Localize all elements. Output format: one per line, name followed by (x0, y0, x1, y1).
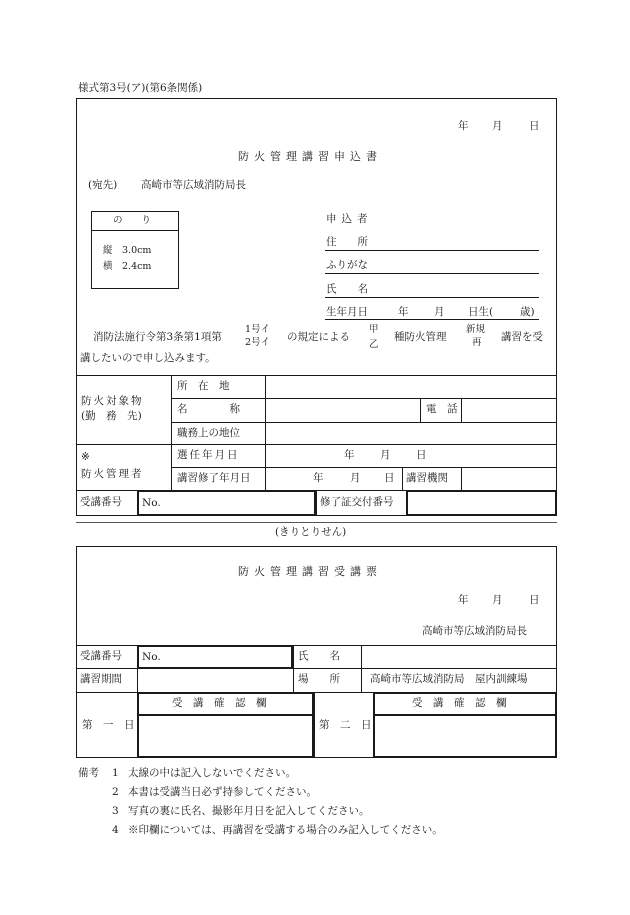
birth-day: 日生( (468, 306, 494, 318)
exam-no-label: 受講番号 (80, 496, 122, 508)
furigana-line[interactable] (325, 273, 539, 274)
note-2: 本書は受講当日必ず持参してください。 (128, 786, 317, 798)
period-label: 講習期間 (80, 673, 122, 685)
name-line[interactable] (325, 297, 539, 298)
furigana-label: ふりがな (326, 259, 368, 271)
note-1: 太線の中は記入しないでください。 (128, 767, 296, 779)
item-a: 1号イ (245, 324, 271, 335)
birth-month: 月 (434, 306, 445, 318)
cert-number-field[interactable] (406, 490, 557, 516)
form-id: 様式第3号(ア)(第6条関係) (78, 82, 203, 94)
kind-a: 甲 (369, 324, 379, 335)
cut-line-label: (きりとりせん) (275, 526, 347, 538)
birth-line[interactable] (325, 319, 539, 320)
addressee-label: (宛先) (88, 179, 118, 191)
appointed-day: 日 (416, 449, 427, 461)
appointed-label: 選任年月日 (177, 449, 240, 461)
exam-number-field[interactable] (137, 490, 316, 516)
statement-part2: の規定による (287, 331, 350, 343)
new: 新規 (466, 324, 486, 335)
place-label: 場 所 (298, 673, 340, 685)
ticket-no-prefix: No. (142, 651, 161, 663)
mark: ※ (81, 451, 90, 463)
cut-line (76, 522, 557, 523)
ticket-month: 月 (492, 594, 503, 606)
photo-height: 縦 3.0cm (103, 245, 152, 256)
cert-no-label: 修了証交付番号 (320, 496, 394, 508)
work-label: (勤 務 先) (81, 410, 142, 422)
statement-part1: 消防法施行令第3条第1項第 (93, 331, 222, 343)
note-4-num: 4 (112, 824, 119, 836)
note-2-num: 2 (112, 786, 119, 798)
confirm1-label: 受 講 確 認 欄 (172, 697, 267, 709)
completed-day: 日 (384, 472, 395, 484)
age: 歳) (520, 306, 535, 318)
ticket-name-label: 氏 名 (298, 650, 340, 662)
application-title: 防火管理講習申込書 (238, 150, 382, 163)
target-label: 防火対象物 (81, 395, 144, 407)
date-year: 年 (458, 120, 469, 132)
ticket-day: 日 (529, 594, 540, 606)
statement-part3: 種防火管理 (394, 331, 447, 343)
completed-month: 月 (350, 472, 361, 484)
note-3-num: 3 (112, 805, 119, 817)
ticket-year: 年 (458, 594, 469, 606)
name-label: 氏 名 (326, 283, 368, 295)
ticket-title: 防火管理講習受講票 (238, 565, 382, 578)
kind-b: 乙 (369, 339, 379, 350)
appointed-year: 年 (344, 449, 355, 461)
birth-label: 生年月日 (326, 306, 368, 318)
note-4: ※印欄については、再講習を受講する場合のみ記入してください。 (128, 824, 443, 836)
location-label: 所 在 地 (177, 380, 230, 392)
note-3: 写真の裏に氏名、撮影年月日を記入してください。 (128, 805, 370, 817)
exam-no-prefix: No. (142, 497, 161, 509)
note-1-num: 1 (112, 767, 119, 779)
date-month: 月 (492, 120, 503, 132)
address-line[interactable] (325, 250, 539, 251)
place-value: 高崎市等広域消防局 屋内訓練場 (370, 673, 528, 685)
notes-label: 備考 (78, 767, 99, 779)
institution-label: 講習機関 (406, 472, 448, 484)
phone-label: 電 話 (426, 403, 458, 415)
date-day: 日 (529, 120, 540, 132)
appointed-month: 月 (380, 449, 391, 461)
item-b: 2号イ (245, 337, 271, 348)
statement-line2: 講したいので申し込みます。 (80, 352, 216, 364)
position-label: 職務上の地位 (177, 427, 240, 439)
day1-label: 第 一 日 (82, 719, 135, 731)
ticket-issuer: 高崎市等広域消防局長 (422, 625, 527, 637)
day2-label: 第 二 日 (319, 719, 372, 731)
re: 再 (472, 337, 482, 348)
applicant-heading: 申込者 (326, 213, 373, 225)
photo-width: 横 2.4cm (103, 261, 152, 272)
birth-year: 年 (398, 306, 409, 318)
completed-year: 年 (313, 472, 324, 484)
completed-label: 講習修了年月日 (177, 472, 251, 484)
photo-header: の り (113, 215, 152, 226)
address-label: 住 所 (326, 236, 368, 248)
addressee: 高崎市等広域消防局長 (141, 179, 246, 191)
statement-part4: 講習を受 (501, 331, 543, 343)
manager-label: 防火管理者 (81, 468, 144, 480)
name-field-label: 名 称 (177, 403, 240, 415)
confirm2-label: 受 講 確 認 欄 (412, 697, 507, 709)
ticket-exam-no-label: 受講番号 (80, 650, 122, 662)
